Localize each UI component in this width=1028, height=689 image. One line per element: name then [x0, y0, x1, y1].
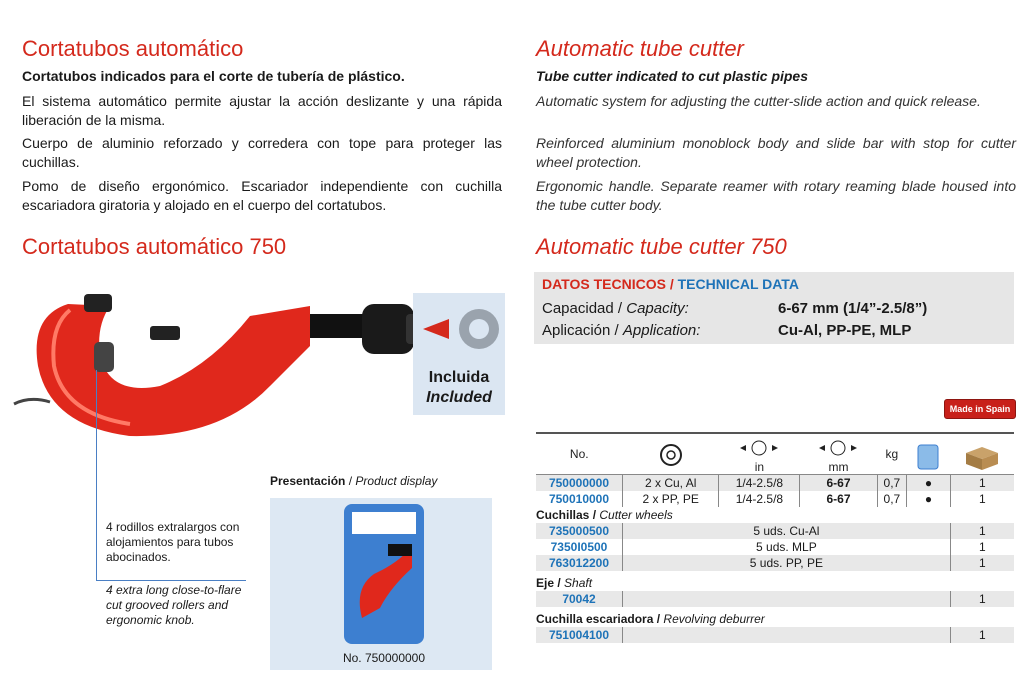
- wheel-code: 7350I0500: [550, 540, 608, 554]
- table-row: [536, 555, 1014, 571]
- wheel-desc: 5 uds. PP, PE: [623, 555, 951, 571]
- header-no: No.: [569, 447, 589, 461]
- product-display-label: [270, 474, 437, 488]
- es-paragraph-1: El sistema automático permite ajustar la acción deslizante y una rápida liberación de la misma.: [22, 93, 502, 128]
- wheel-code: 735000500: [536, 523, 623, 539]
- reamer-icon: [413, 293, 505, 367]
- en-title: Automatic tube cutter: [536, 36, 744, 61]
- product-number: No. 750000000: [342, 651, 426, 665]
- es-title: Cortatubos automático: [22, 36, 244, 61]
- wheel-code: 763012200: [536, 555, 623, 571]
- deburrer-code: 751004100: [536, 627, 623, 643]
- section-deburrer-en: Revolving deburrer: [663, 612, 765, 626]
- application-label: [542, 322, 700, 339]
- product-qty: 1: [950, 475, 1014, 492]
- pipe-diameter-in-icon: [736, 439, 782, 457]
- application-label-es: Aplicación /: [542, 322, 619, 339]
- shaft-code: 70042: [536, 591, 623, 607]
- section-wheels: Cuchillas / Cutter wheels: [536, 508, 673, 522]
- tech-head-es: DATOS TECNICOS /: [542, 276, 674, 292]
- product-kg: 0,7: [877, 475, 907, 492]
- header-box: [950, 433, 1014, 475]
- section-wheels-en: Cutter wheels: [599, 508, 673, 522]
- deburrer-desc: [623, 627, 951, 643]
- included-label-es: Incluida: [428, 369, 490, 386]
- table-row: [536, 523, 1014, 539]
- tech-head-en: TECHNICAL DATA: [677, 276, 799, 292]
- en-paragraph-3: Ergonomic handle. Separate reamer with rotary reaming blade housed into the tube cutter body.: [536, 178, 1016, 213]
- header-mm-label: mm: [828, 460, 849, 474]
- header-in: [719, 433, 800, 475]
- deburrer-qty: 1: [950, 627, 1014, 643]
- made-in-spain-badge: Made in Spain: [944, 399, 1016, 419]
- tube-cutter-image: [10, 286, 430, 446]
- section-shaft: Eje / Shaft: [536, 576, 593, 590]
- section-shaft-es: Eje: [536, 576, 555, 590]
- en-title-750: Automatic tube cutter 750: [536, 234, 787, 259]
- wheel-qty: 1: [950, 539, 1014, 555]
- wheel-qty: 1: [950, 523, 1014, 539]
- section-row-shaft: [536, 571, 1014, 591]
- header-wheel: [623, 433, 719, 475]
- wheel-desc: 5 uds. MLP: [623, 539, 951, 555]
- en-paragraph-2: Reinforced aluminium monoblock body and slide bar with stop for cutter wheel protection.: [536, 135, 1016, 170]
- es-subtitle: Cortatubos indicados para el corte de tubería de plástico.: [22, 68, 405, 84]
- table-row: [536, 627, 1014, 643]
- included-reamer-box: [413, 293, 505, 415]
- rollers-callout-en: 4 extra long close-to-flare cut grooved rollers and ergonomic knob.: [106, 583, 242, 627]
- rollers-callout-es: 4 rodillos extralargos con alojamientos para tubos abocinados.: [106, 520, 240, 564]
- presentation-sep: /: [345, 474, 356, 488]
- table-row: [536, 591, 1014, 607]
- table-row: [536, 539, 1014, 555]
- header-in-label: in: [754, 460, 765, 474]
- product-wheels: 2 x Cu, Al: [623, 475, 719, 492]
- product-in: 1/4-2.5/8: [719, 491, 800, 507]
- header-mm: [800, 433, 877, 475]
- es-paragraph-2: Cuerpo de aluminio reforzado y corredera con tope para proteger las cuchillas.: [22, 135, 502, 170]
- presentation-es: Presentación: [270, 474, 346, 488]
- product-wheels: 2 x PP, PE: [623, 491, 719, 507]
- application-label-en: Application:: [622, 322, 701, 339]
- shaft-desc: [623, 591, 951, 607]
- technical-data-heading: [542, 276, 799, 292]
- product-blister: ●: [907, 491, 951, 507]
- product-mm: 6-67: [800, 475, 877, 492]
- en-paragraph-1: Automatic system for adjusting the cutter-slide action and quick release.: [536, 93, 981, 109]
- wheel-desc: 5 uds. Cu-Al: [623, 523, 951, 539]
- product-qty: 1: [950, 491, 1014, 507]
- capacity-label: [542, 300, 689, 317]
- es-paragraph-3: Pomo de diseño ergonómico. Escariador independiente con cuchilla escariadora giratoria y alojado en el cuerpo del cortatubos.: [22, 178, 502, 213]
- section-row-wheels: [536, 507, 1014, 523]
- product-kg: 0,7: [877, 491, 907, 507]
- header-blister: [907, 433, 951, 475]
- box-icon: [963, 443, 1001, 471]
- presentation-en: Product display: [355, 474, 438, 488]
- product-code: 750010000: [548, 492, 610, 506]
- blister-icon: [915, 443, 941, 471]
- product-code: 750000000: [536, 475, 623, 492]
- header-kg: kg: [885, 447, 899, 461]
- section-row-deburrer: [536, 607, 1014, 627]
- en-subtitle: Tube cutter indicated to cut plastic pipes: [536, 68, 809, 84]
- capacity-value: 6-67 mm (1/4”-2.5/8”): [778, 300, 928, 317]
- table-row: [536, 491, 1014, 507]
- shaft-qty: 1: [950, 591, 1014, 607]
- cutter-wheel-icon: [659, 441, 683, 471]
- product-display-image: [270, 498, 492, 670]
- capacity-label-en: Capacity:: [626, 300, 689, 317]
- section-shaft-en: Shaft: [564, 576, 593, 590]
- section-deburrer: Cuchilla escariadora / Revolving deburrer: [536, 612, 765, 626]
- product-mm: 6-67: [800, 491, 877, 507]
- table-row: [536, 475, 1014, 492]
- pipe-diameter-mm-icon: [815, 439, 861, 457]
- included-label-en: Included: [426, 389, 492, 406]
- es-title-750: Cortatubos automático 750: [22, 234, 287, 259]
- product-blister: ●: [907, 475, 951, 492]
- spec-table: [536, 432, 1014, 643]
- section-deburrer-es: Cuchilla escariadora: [536, 612, 654, 626]
- blister-pack-image: [270, 498, 492, 648]
- wheel-qty: 1: [950, 555, 1014, 571]
- application-value: Cu-Al, PP-PE, MLP: [778, 322, 912, 339]
- capacity-label-es: Capacidad /: [542, 300, 623, 317]
- section-wheels-es: Cuchillas: [536, 508, 590, 522]
- technical-data-box: [534, 272, 1014, 344]
- product-in: 1/4-2.5/8: [719, 475, 800, 492]
- table-header: [536, 433, 1014, 475]
